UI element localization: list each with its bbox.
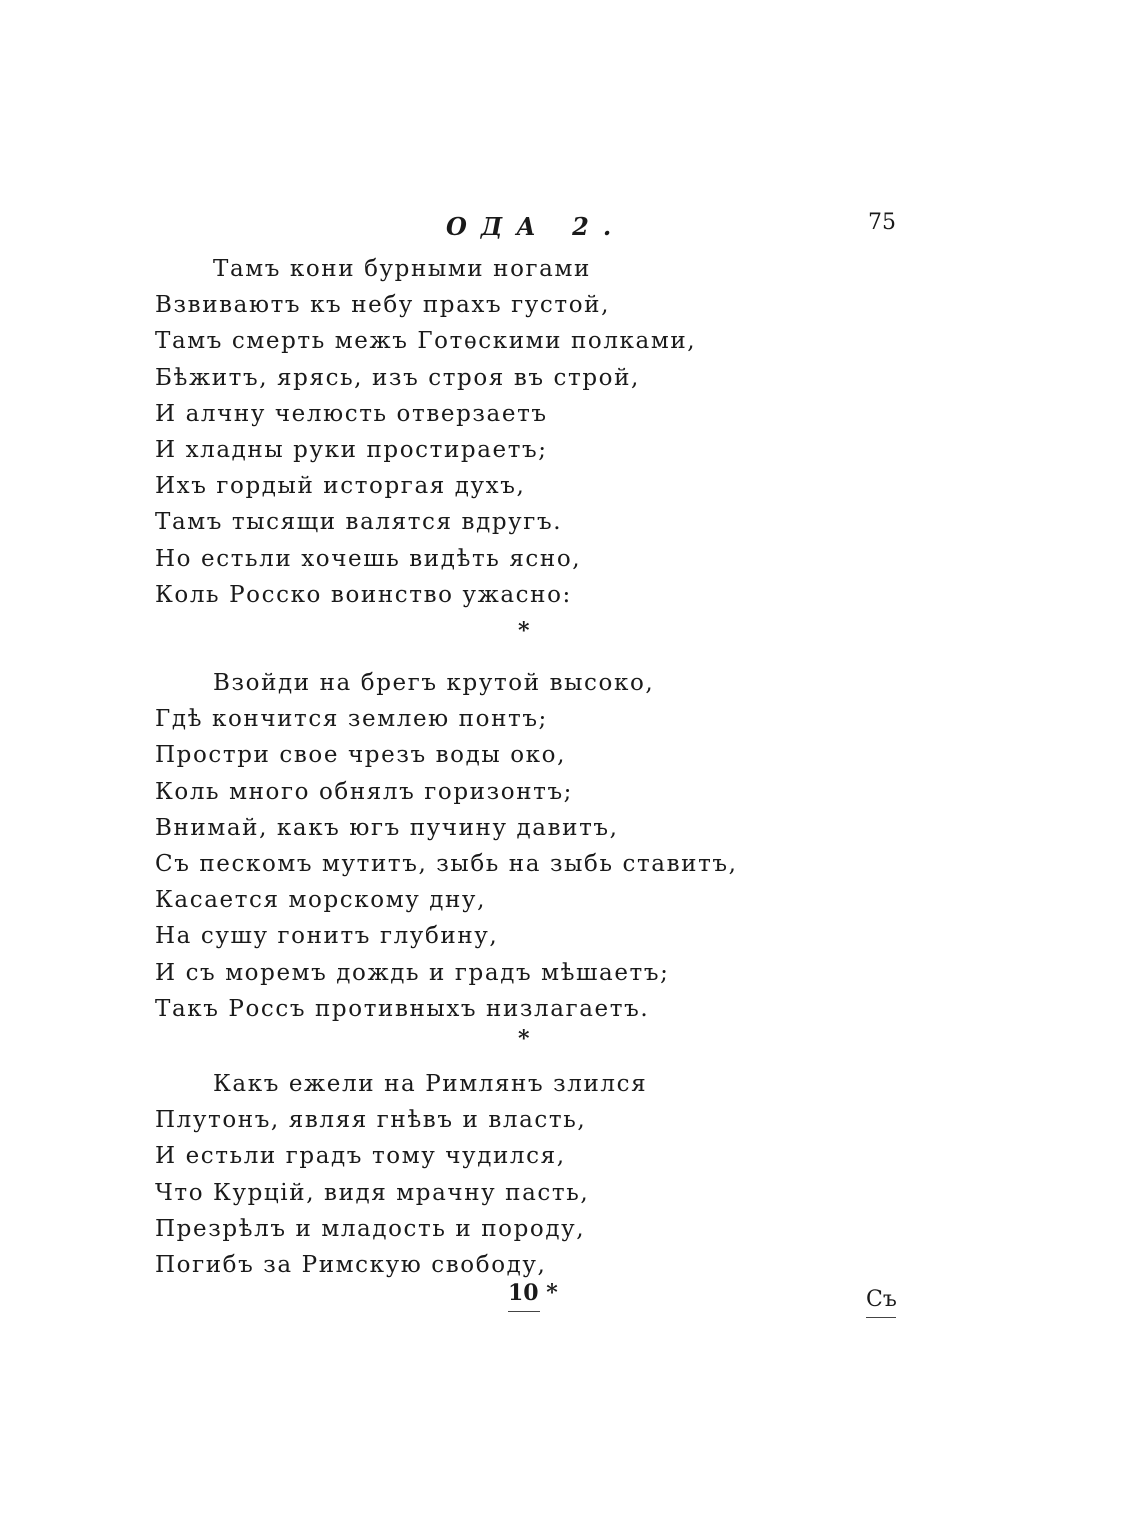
- verse-line: Съ пескомъ мутитъ, зыбь на зыбь ставитъ,: [155, 850, 738, 877]
- verse-line: Коль Росско воинство ужасно:: [155, 581, 572, 608]
- verse-line: Простри свое чрезъ воды око,: [155, 742, 566, 769]
- verse-line: Что Курцій, видя мрачну пасть,: [155, 1179, 590, 1206]
- running-title: ОДА 2.: [446, 212, 626, 241]
- stanza-2: [155, 665, 738, 1027]
- verse-line: Касается морскому дну,: [155, 887, 486, 914]
- verse-line: Такъ Россъ противныхъ низлагаетъ.: [155, 995, 650, 1022]
- verse-line: Взойди на брегъ крутой высоко,: [213, 670, 655, 696]
- verse-line: Внимай, какъ югъ пучину давитъ,: [155, 814, 619, 841]
- catchword: Съ: [866, 1287, 897, 1312]
- verse-line: На сушу гонитъ глубину,: [155, 923, 499, 950]
- verse-line: Взвиваютъ къ небу прахъ густой,: [155, 292, 610, 319]
- stanza-divider: *: [518, 1026, 530, 1052]
- verse-line: Ихъ гордый исторгая духъ,: [155, 473, 526, 500]
- page-number: 75: [868, 210, 896, 235]
- verse-line: Но естьли хочешь видѣть ясно,: [155, 545, 582, 572]
- verse-line: Плутонъ, являя гнѣвъ и власть,: [155, 1107, 587, 1134]
- stanza-3: [155, 1066, 647, 1283]
- verse-line: Какъ ежели на Римлянъ злился: [213, 1071, 648, 1097]
- verse-line: Тамъ тысящи валятся вдругъ.: [155, 509, 563, 536]
- stanza-divider: *: [518, 618, 530, 644]
- verse-line: И съ моремъ дождь и градъ мѣшаетъ;: [155, 959, 670, 986]
- verse-line: И естьли градъ тому чудился,: [155, 1143, 566, 1170]
- verse-line: Тамъ смерть межъ Готѳскими полками,: [155, 328, 697, 355]
- verse-line: Бѣжитъ, ярясь, изъ строя въ строй,: [155, 364, 640, 391]
- verse-line: Гдѣ кончится землею понтъ;: [155, 706, 548, 733]
- stanza-1: [155, 251, 696, 613]
- verse-line: Презрѣлъ и младость и породу,: [155, 1215, 586, 1242]
- verse-line: Погибъ за Римскую свободу,: [155, 1251, 547, 1278]
- verse-line: Коль много обнялъ горизонтъ;: [155, 778, 574, 805]
- signature-mark: 10 *: [508, 1280, 558, 1306]
- verse-line: И алчну челюсть отверзаетъ: [155, 400, 548, 427]
- verse-line: Тамъ кони бурными ногами: [213, 256, 591, 282]
- verse-line: И хладны руки простираетъ;: [155, 436, 548, 463]
